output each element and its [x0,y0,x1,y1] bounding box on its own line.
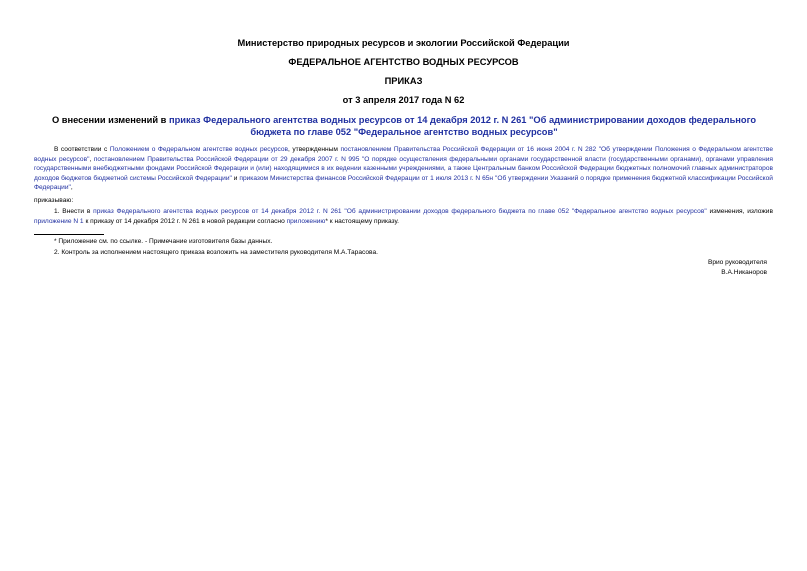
footnote: * Приложение см. по ссылке. - Примечание изготовителя базы данных. [54,238,273,245]
title-link[interactable]: приказ Федерального агентства водных ресурсов от 14 декабря 2012 г. N 261 "Об администрировании доходов федерального бюджета по главе 052 "Федеральное агентство водных ресурсов" [168,115,757,137]
document-type: ПРИКАЗ [384,76,423,86]
ministry-name: Министерство природных ресурсов и экологии Российской Федерации [237,38,570,48]
paragraph-preamble [34,145,773,193]
signature-name: В.А.Никаноров [721,269,767,276]
agency-name: ФЕДЕРАЛЬНОЕ АГЕНТСТВО ВОДНЫХ РЕСУРСОВ [288,57,519,67]
item1-text-a: 1. Внести в [54,208,94,215]
signature-position: Врио руководителя [707,259,767,266]
document-title [34,114,774,138]
order-word: приказываю: [34,197,74,204]
paragraph-item-1 [34,207,773,226]
document-date-number: от 3 апреля 2017 года N 62 [342,95,465,105]
item1-text-b: изменения, изложив [706,208,773,215]
preamble-text-a: В соответствии с [54,146,110,153]
preamble-text-b: , утвержденным [288,146,341,153]
preamble-text-e: , [70,184,73,192]
link-order-261[interactable]: приказ Федерального агентства водных ресурсов от 14 декабря 2012 г. N 261 "Об администрировании доходов федерального бюджета по главе 052 "Федеральное агентство водных ресурсов" [93,208,707,215]
link-order-65n[interactable]: приказом Министерства финансов Российской Федерации от 1 июля 2013 г. N 65н "Об утверждении Указаний о порядке применения бюджетной классификации Российской Федерации" [34,174,773,192]
link-decree-995[interactable]: постановлением Правительства Российской Федерации от 29 декабря 2007 г. N 995 "О порядке осуществления федеральными органами государственной власти (государственными органами), органами управления государственными внебюджетными фондами Российской Федерации и (или) находящимися в их ведении казенными учреждениями, а также Центральным банком Российской Федерации бюджетных полномочий главных администраторов доходов бюджетов бюджетной системы Российской Федерации" [34,155,773,182]
link-appendix-1[interactable]: приложение N 1 [34,217,84,225]
preamble-text-d: и [231,174,240,182]
title-prefix: О внесении изменений в [51,115,169,125]
preamble-text-c: , [89,155,94,163]
link-decree-282[interactable]: постановлением Правительства Российской Федерации от 16 июня 2004 г. N 282 "Об утверждении Положения о Федеральном агентстве водных ресурсов" [34,146,774,163]
link-agency-regulation[interactable]: Положением о Федеральном агентстве водных ресурсов [109,146,289,153]
link-appendix[interactable]: приложению [286,217,326,225]
item1-text-c: к приказу от 14 декабря 2012 г. N 261 в новой редакции согласно [83,217,287,225]
footnote-divider [34,234,104,235]
paragraph-item-2: 2. Контроль за исполнением настоящего приказа возложить на заместителя руководителя М.А.Тарасова. [54,249,378,256]
item1-text-d: * к настоящему приказу. [325,217,399,225]
